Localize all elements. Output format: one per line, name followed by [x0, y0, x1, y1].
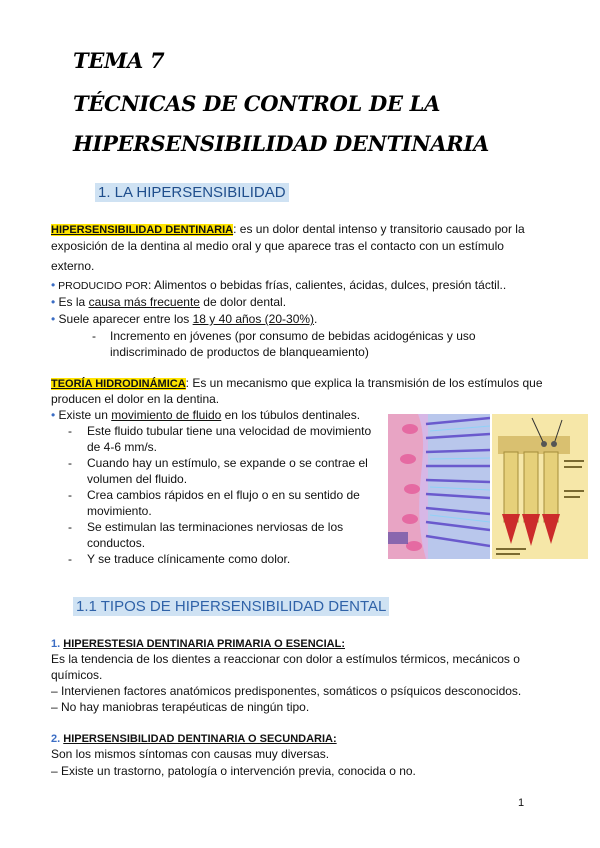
sub-bullet-dash: -: [92, 329, 96, 343]
theory-item-dash: -: [68, 488, 72, 502]
type-1-title-text: HIPERESTESIA DENTINARIA PRIMARIA O ESENCIAL:: [63, 638, 345, 650]
theory-item-dash: -: [68, 424, 72, 438]
type-1-line-1: Es la tendencia de los dientes a reaccionar con dolor a estímulos térmicos, mecánicos o: [51, 652, 520, 666]
bullet-text-pre: Es la: [55, 295, 89, 309]
theory-bullet-post: en los túbulos dentinales.: [221, 408, 361, 422]
theory-item-line: Cuando hay un estímulo, se expande o se contrae el: [87, 456, 368, 470]
type-1-line-2: químicos.: [51, 668, 103, 682]
bullet-underlined: causa más frecuente: [88, 295, 200, 309]
title-line-3: HIPERSENSIBILIDAD DENTINARIA: [73, 131, 489, 156]
theory-item-dash: -: [68, 520, 72, 534]
theory-item-dash: -: [68, 456, 72, 470]
definition-text-1: : es un dolor dental intenso y transitorio causado por la: [233, 222, 525, 236]
bullet-dot: •: [51, 278, 56, 292]
tooth-section-illustration: [492, 414, 588, 559]
sub-bullet-line-2: indiscriminado de productos de blanqueamiento): [110, 345, 369, 359]
theory-item-line: Crea cambios rápidos en el flujo o en su sentido de: [87, 488, 360, 502]
section-1-1-heading: 1.1 TIPOS DE HIPERSENSIBILIDAD DENTAL: [73, 597, 389, 616]
bullet-text: : Alimentos o bebidas frías, calientes, ácidas, dulces, presión táctil..: [147, 278, 507, 292]
bullet-causa: [51, 294, 286, 310]
bullet-dot: •: [51, 312, 56, 326]
type-2-line-1: Son los mismos síntomas con causas muy diversas.: [51, 747, 330, 761]
theory-item-dash: -: [68, 552, 72, 566]
title-line-1: TEMA 7: [73, 48, 165, 73]
definition-term: HIPERSENSIBILIDAD DENTINARIA: [51, 224, 234, 236]
bullet-lead: PRODUCIDO POR: [55, 280, 148, 292]
type-2-number: 2.: [51, 733, 61, 745]
bullet-text-post: .: [314, 312, 318, 326]
theory-line-1: [51, 375, 543, 392]
bullet-producido: [51, 277, 506, 294]
bullet-dot: •: [51, 408, 56, 422]
type-1-number: 1.: [51, 638, 61, 650]
definition-line-3: externo.: [51, 259, 95, 273]
theory-bullet: [51, 407, 360, 423]
theory-item-line: Y se traduce clínicamente como dolor.: [87, 552, 291, 566]
section-1-heading: 1. LA HIPERSENSIBILIDAD: [95, 183, 289, 202]
theory-item-line: de 4-6 mm/s.: [87, 440, 158, 454]
bullet-dot: •: [51, 295, 56, 309]
bullet-underlined: 18 y 40 años (20-30%): [192, 312, 315, 326]
theory-text-1: : Es un mecanismo que explica la transmisión de los estímulos que: [185, 376, 543, 390]
theory-bullet-pre: Existe un: [55, 408, 112, 422]
bullet-edad: [51, 311, 317, 327]
theory-item-line: Se estimulan las terminaciones nerviosas de los: [87, 520, 344, 534]
sub-bullet-line-1: Incremento en jóvenes (por consumo de bebidas acidogénicas y uso: [110, 329, 476, 343]
theory-item-line: conductos.: [87, 536, 146, 550]
theory-item-line: volumen del fluido.: [87, 472, 188, 486]
type-1-line-4: – No hay maniobras terapéuticas de ningún tipo.: [51, 700, 310, 714]
type-2-title: [51, 730, 337, 747]
theory-item-line: movimiento.: [87, 504, 152, 518]
definition-line-1: [51, 221, 525, 238]
dentinal-tubules-illustration: [388, 414, 490, 559]
page-number: 1: [518, 797, 525, 809]
definition-line-2: exposición de la dentina al medio oral y que aparece tras el contacto con un estímulo: [51, 239, 504, 253]
type-2-line-2: – Existe un trastorno, patología o intervención previa, conocida o no.: [51, 764, 416, 778]
theory-term: TEORÍA HIDRODINÁMICA: [51, 378, 186, 390]
bullet-text-post: de dolor dental.: [199, 295, 287, 309]
theory-item-line: Este fluido tubular tiene una velocidad de movimiento: [87, 424, 372, 438]
bullet-text-pre: Suele aparecer entre los: [55, 312, 193, 326]
type-1-line-3: – Intervienen factores anatómicos predisponentes, somáticos o psíquicos desconocidos.: [51, 684, 522, 698]
type-2-title-text: HIPERSENSIBILIDAD DENTINARIA O SECUNDARIA:: [63, 733, 337, 745]
type-1-title: [51, 635, 345, 652]
theory-line-2: producen el dolor en la dentina.: [51, 392, 220, 406]
theory-bullet-underlined: movimiento de fluido: [111, 408, 222, 422]
title-line-2: TÉCNICAS DE CONTROL DE LA: [73, 91, 441, 116]
